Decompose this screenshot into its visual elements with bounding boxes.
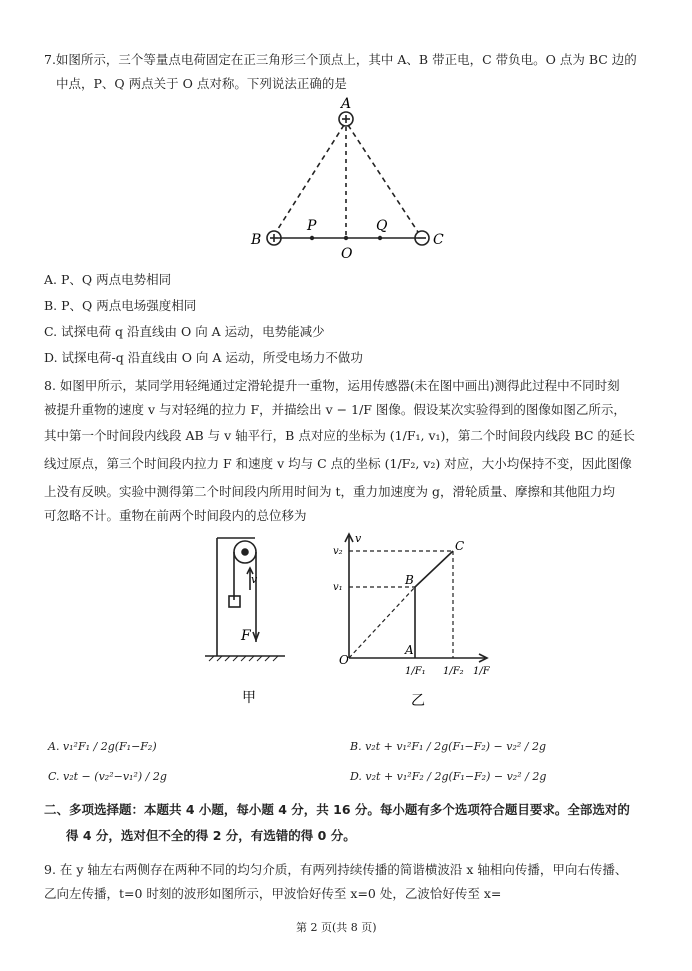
q8-option-d: D. v₂t + v₁²F₂ / 2g(F₁−F₂) − v₂² / 2g: [350, 770, 547, 783]
q7-option-d: D. 试探电荷-q 沿直线由 O 向 A 运动，所受电场力不做功: [44, 350, 363, 365]
label-c: C: [433, 232, 444, 248]
q8-line5: 上没有反映。实验中测得第二个时间段内所用时间为 t，重力加速度为 g，滑轮质量、摩擦和其他阻力均: [44, 484, 615, 499]
graph-axis-v: v: [355, 532, 362, 545]
q9-line2: 乙向左传播，t=0 时刻的波形如图所示，甲波恰好传至 x=0 处，乙波恰好传至 x=: [44, 886, 502, 901]
graph-v1-tick: v₁: [333, 582, 343, 593]
pulley-f-label: F: [241, 628, 251, 644]
graph-x-f2: 1/F₂: [443, 666, 464, 677]
q7-stem-line2: 中点，P、Q 两点关于 O 点对称。下列说法正确的是: [56, 76, 347, 91]
label-b: B: [251, 232, 262, 248]
graph-x-f: 1/F: [473, 666, 490, 677]
q8-line3: 其中第一个时间段内线段 AB 与 v 轴平行，B 点对应的坐标为 (1/F₁, v₁)，第二个时间段内线段 BC 的延长: [44, 428, 635, 443]
q7-stem-line1: 7.如图所示，三个等量点电荷固定在正三角形三个顶点上，其中 A、B 带正电，C 带负电。O 点为 BC 边的: [44, 52, 637, 67]
q8-line1: 8. 如图甲所示，某同学用轻绳通过定滑轮提升一重物，运用传感器(未在图中画出)测得此过程中不同时刻: [44, 378, 620, 393]
label-o: O: [341, 246, 353, 262]
fig-jia-caption: 甲: [242, 690, 256, 706]
label-q: Q: [376, 218, 388, 234]
fig-yi-caption: 乙: [411, 693, 425, 709]
graph-point-c: C: [455, 539, 465, 553]
q8-option-a: A. v₁²F₁ / 2g(F₁−F₂): [48, 740, 157, 753]
graph-point-a: A: [405, 643, 414, 657]
pulley-v-label: v: [251, 573, 258, 586]
section2-heading-line2: 得 4 分，选对但不全的得 2 分，有选错的得 0 分。: [66, 828, 356, 843]
q8-pulley-figure: [205, 530, 295, 710]
graph-v2-tick: v₂: [333, 546, 343, 557]
q7-option-c: C. 试探电荷 q 沿直线由 O 向 A 运动，电势能减少: [44, 324, 325, 339]
graph-x-f1: 1/F₁: [405, 666, 426, 677]
q8-line2: 被提升重物的速度 v 与对轻绳的拉力 F，并描绘出 v − 1/F 图像。假设某次实验得到的图像如图乙所示，: [44, 402, 626, 417]
q7-triangle-figure: [240, 92, 460, 262]
q8-option-b: B. v₂t + v₁²F₁ / 2g(F₁−F₂) − v₂² / 2g: [350, 740, 547, 753]
section2-heading-line1: 二、多项选择题：本题共 4 小题，每小题 4 分，共 16 分。每小题有多个选项符合题目要求。全部选对的: [44, 802, 630, 817]
label-a: A: [341, 96, 352, 112]
graph-point-b: B: [405, 573, 414, 587]
q9-line1: 9. 在 y 轴左右两侧存在两种不同的均匀介质，有两列持续传播的简谐横波沿 x 轴相向传播，甲向右传播、: [44, 862, 628, 877]
q7-option-a: A. P、Q 两点电势相同: [44, 272, 172, 287]
q8-option-c: C. v₂t − (v₂²−v₁²) / 2g: [48, 770, 167, 783]
page-footer: 第 2 页(共 8 页): [296, 921, 377, 934]
graph-origin: O: [339, 653, 349, 667]
q7-option-b: B. P、Q 两点电场强度相同: [44, 298, 197, 313]
label-p: P: [307, 218, 317, 234]
q8-v-graph: [325, 530, 500, 715]
q8-line4: 线过原点，第三个时间段内拉力 F 和速度 v 均与 C 点的坐标 (1/F₂, v₂) 对应，大小均保持不变，因此图像: [44, 456, 632, 471]
q8-line6: 可忽略不计。重物在前两个时间段内的总位移为: [44, 508, 307, 523]
